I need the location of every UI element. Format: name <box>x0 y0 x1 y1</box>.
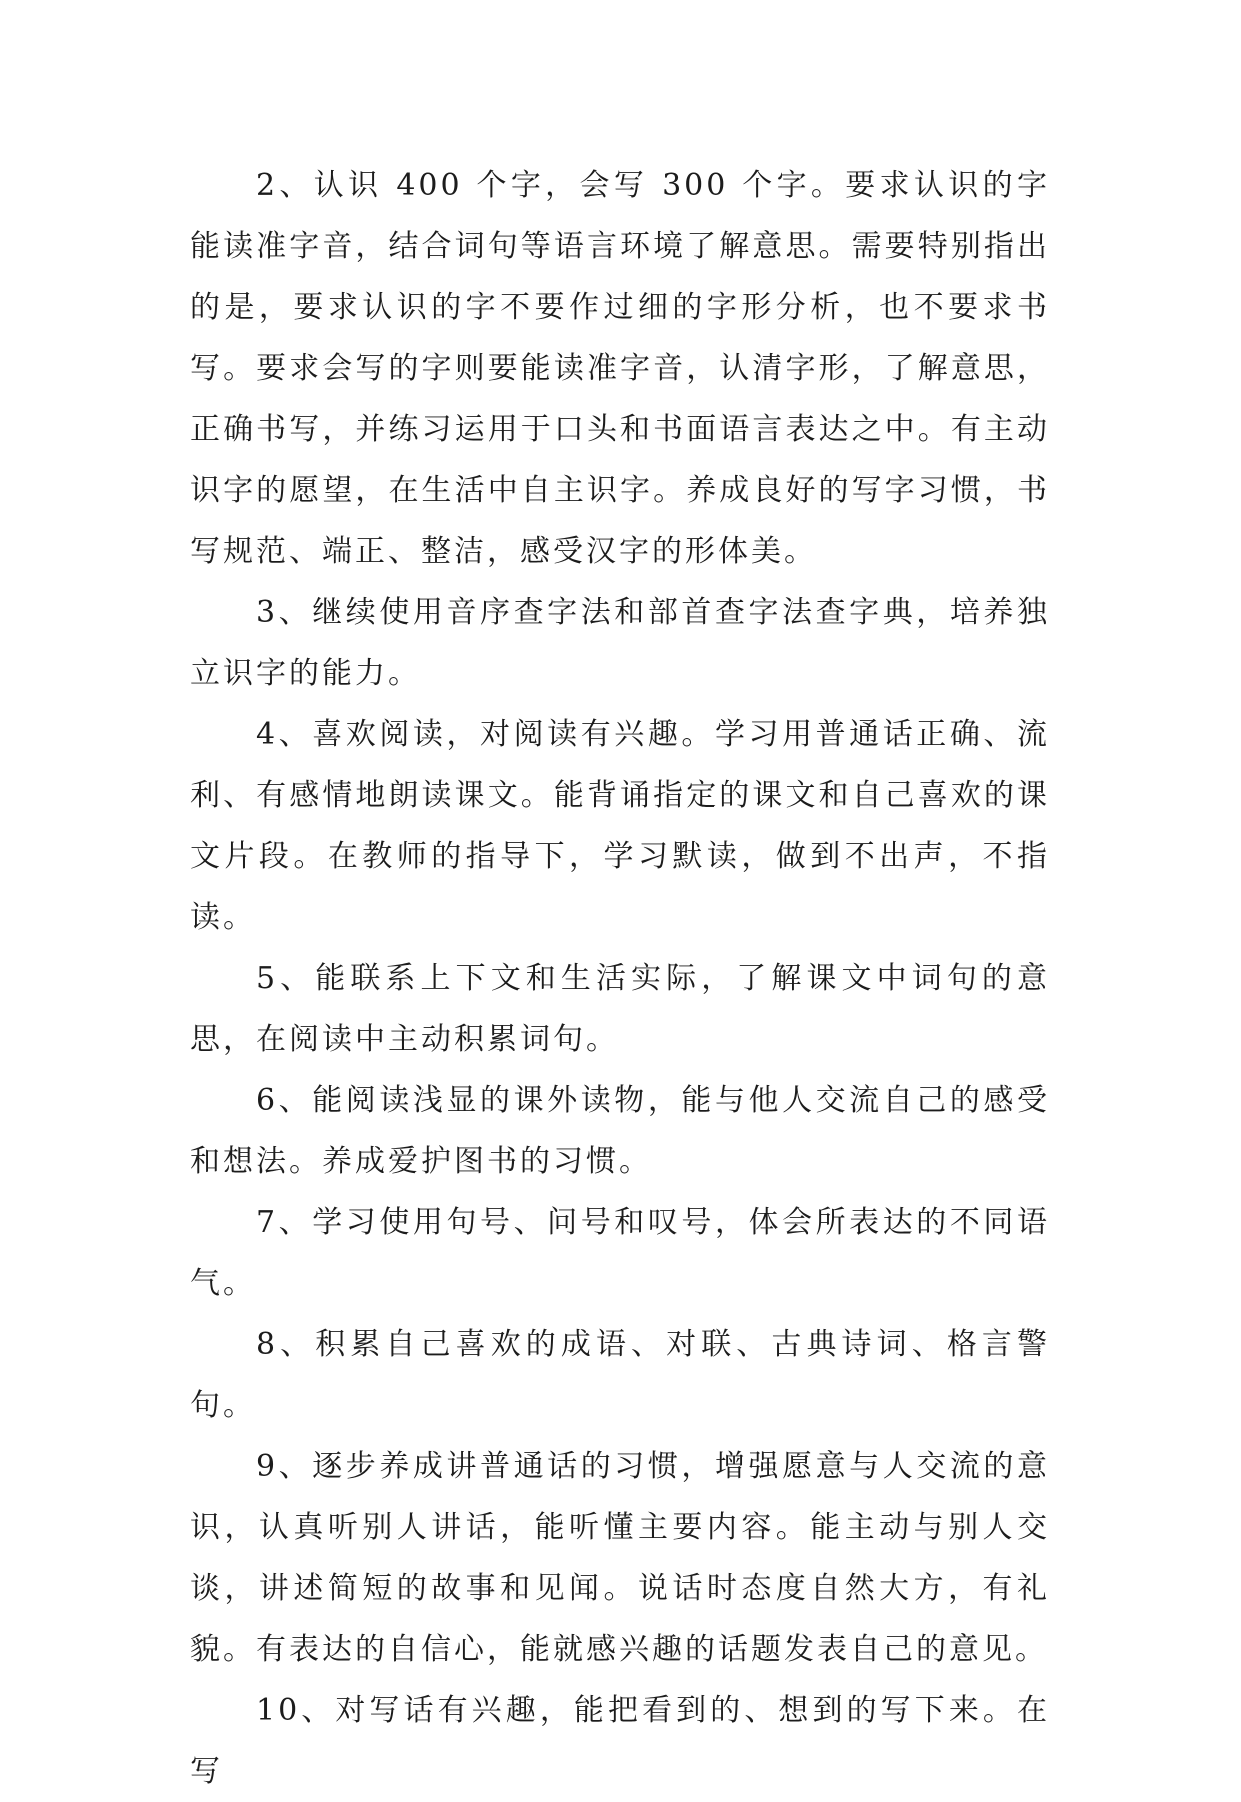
paragraph-6: 6、能阅读浅显的课外读物，能与他人交流自己的感受和想法。养成爱护图书的习惯。 <box>190 1083 1050 1179</box>
paragraph-4: 4、喜欢阅读，对阅读有兴趣。学习用普通话正确、流利、有感情地朗读课文。能背诵指定的课文和自己喜欢的课文片段。在教师的指导下，学习默读，做到不出声，不指读。 <box>190 717 1050 935</box>
document-body <box>190 155 1050 1802</box>
paragraph-10: 10、对写话有兴趣，能把看到的、想到的写下来。在写 <box>190 1693 1050 1789</box>
paragraph-9: 9、逐步养成讲普通话的习惯，增强愿意与人交流的意识，认真听别人讲话，能听懂主要内容。能主动与别人交谈，讲述简短的故事和见闻。说话时态度自然大方，有礼貌。有表达的自信心，能就感兴趣的话题发表自己的意见。 <box>190 1449 1050 1667</box>
paragraph-5: 5、能联系上下文和生活实际，了解课文中词句的意思，在阅读中主动积累词句。 <box>190 961 1050 1057</box>
paragraph-8: 8、积累自己喜欢的成语、对联、古典诗词、格言警句。 <box>190 1327 1050 1423</box>
paragraph-2: 2、认识 400 个字，会写 300 个字。要求认识的字能读准字音，结合词句等语言环境了解意思。需要特别指出的是，要求认识的字不要作过细的字形分析，也不要求书写。要求会写的字则要能读准字音，认清字形，了解意思，正确书写，并练习运用于口头和书面语言表达之中。有主动识字的愿望，在生活中自主识字。养成良好的写字习惯，书写规范、端正、整洁，感受汉字的形体美。 <box>190 168 1050 569</box>
paragraph-7: 7、学习使用句号、问号和叹号，体会所表达的不同语气。 <box>190 1205 1050 1301</box>
paragraph-3: 3、继续使用音序查字法和部首查字法查字典，培养独立识字的能力。 <box>190 595 1050 691</box>
